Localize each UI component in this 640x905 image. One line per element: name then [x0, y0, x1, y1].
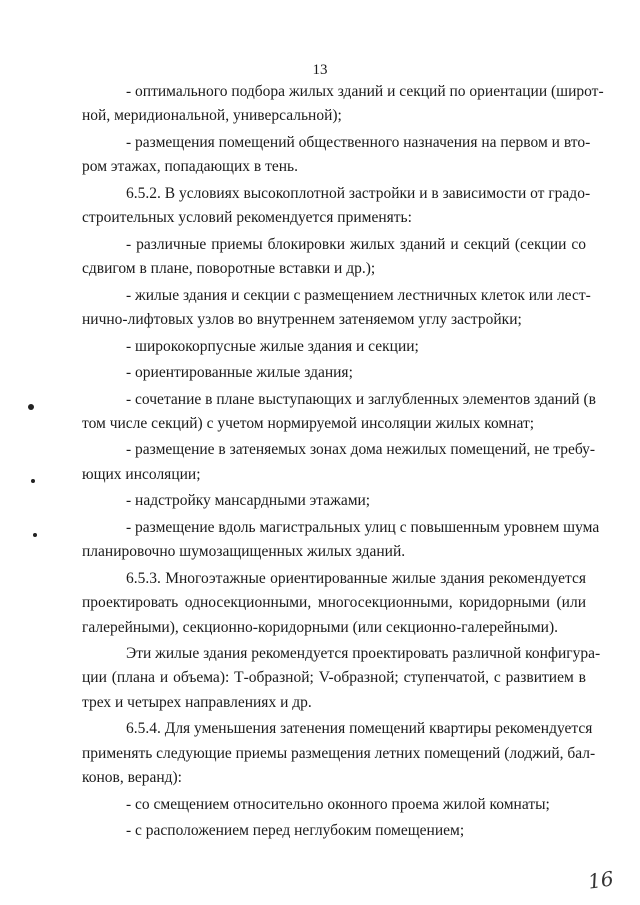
text-line: - размещения помещений общественного назначения на первом и вто- [126, 133, 591, 151]
text-line: Эти жилые здания рекомендуется проектировать различной конфигура- [126, 645, 601, 663]
text-line: ющих инсоляции; [82, 465, 201, 483]
text-line: применять следующие приемы размещения летних помещений (лоджий, бал- [82, 744, 596, 762]
paragraph [82, 793, 586, 817]
text-line: ции (плана и объема): Т-образной; V-образной; ступенчатой, с развитием в [82, 669, 586, 687]
text-line: - со смещением относительно оконного проема жилой комнаты; [126, 795, 550, 813]
text-line: 6.5.4. Для уменьшения затенения помещений квартиры рекомендуется [126, 720, 593, 738]
text-line: - надстройку мансардными этажами; [126, 492, 371, 510]
paragraph [82, 516, 600, 565]
text-line: строительных условий рекомендуется применять: [82, 209, 412, 227]
text-line: ной, меридиональной, универсальной); [82, 107, 342, 125]
text-line: нично-лифтовых узлов во внутреннем затеняемом углу застройки; [82, 311, 522, 329]
text-line: - размещение вдоль магистральных улиц с повышенным уровнем шума [126, 518, 600, 536]
paragraph [82, 489, 586, 513]
text-line: - ориентированные жилые здания; [126, 364, 353, 382]
paragraph [82, 233, 586, 282]
text-line: - сочетание в плане выступающих и заглубленных элементов зданий (в [126, 390, 596, 408]
scan-speck-2 [31, 479, 35, 483]
text-line: - ширококорпусные жилые здания и секции; [126, 337, 419, 355]
paragraph [82, 642, 601, 715]
text-line: трех и четырех направлениях и др. [82, 693, 312, 711]
text-line: галерейными), секционно-коридорными (или секционно-галерейными). [82, 618, 559, 636]
paragraph [82, 567, 586, 640]
paragraph [82, 284, 591, 333]
text-line: 6.5.3. Многоэтажные ориентированные жилые здания рекомендуется [126, 569, 586, 587]
text-line: том числе секций) с учетом нормируемой инсоляции жилых комнат; [82, 414, 535, 432]
paragraph [82, 80, 604, 129]
text-line: - различные приемы блокировки жилых зданий и секций (секции со [126, 235, 586, 253]
text-line: - размещение в затеняемых зонах дома нежилых помещений, не требу- [126, 441, 596, 459]
handwritten-page-mark: 16 [586, 866, 615, 894]
text-line: конов, веранд): [82, 769, 182, 787]
text-line: - жилые здания и секции с размещением лестничных клеток или лест- [126, 286, 591, 304]
text-line: проектировать односекционными, многосекционными, коридорными (или [82, 594, 586, 612]
text-line: планировочно шумозащищенных жилых зданий. [82, 543, 406, 561]
scan-speck-3 [33, 533, 37, 537]
text-line: - оптимального подбора жилых зданий и секций по ориентации (широт- [126, 83, 604, 100]
paragraph [82, 717, 596, 790]
paragraph [82, 182, 591, 231]
document-body [82, 80, 604, 844]
paragraph [82, 388, 596, 437]
paragraph [82, 131, 591, 180]
paragraph [82, 438, 596, 487]
scan-speck-1 [28, 404, 34, 410]
text-line: ром этажах, попадающих в тень. [82, 158, 298, 176]
page-number: 13 [312, 62, 328, 78]
text-line: - с расположением перед неглубоким помещением; [126, 822, 465, 840]
text-line: сдвигом в плане, поворотные вставки и др.); [82, 260, 376, 278]
paragraph [82, 819, 586, 843]
paragraph [82, 335, 586, 359]
paragraph [82, 361, 586, 385]
text-line: 6.5.2. В условиях высокоплотной застройки и в зависимости от градо- [126, 184, 591, 202]
